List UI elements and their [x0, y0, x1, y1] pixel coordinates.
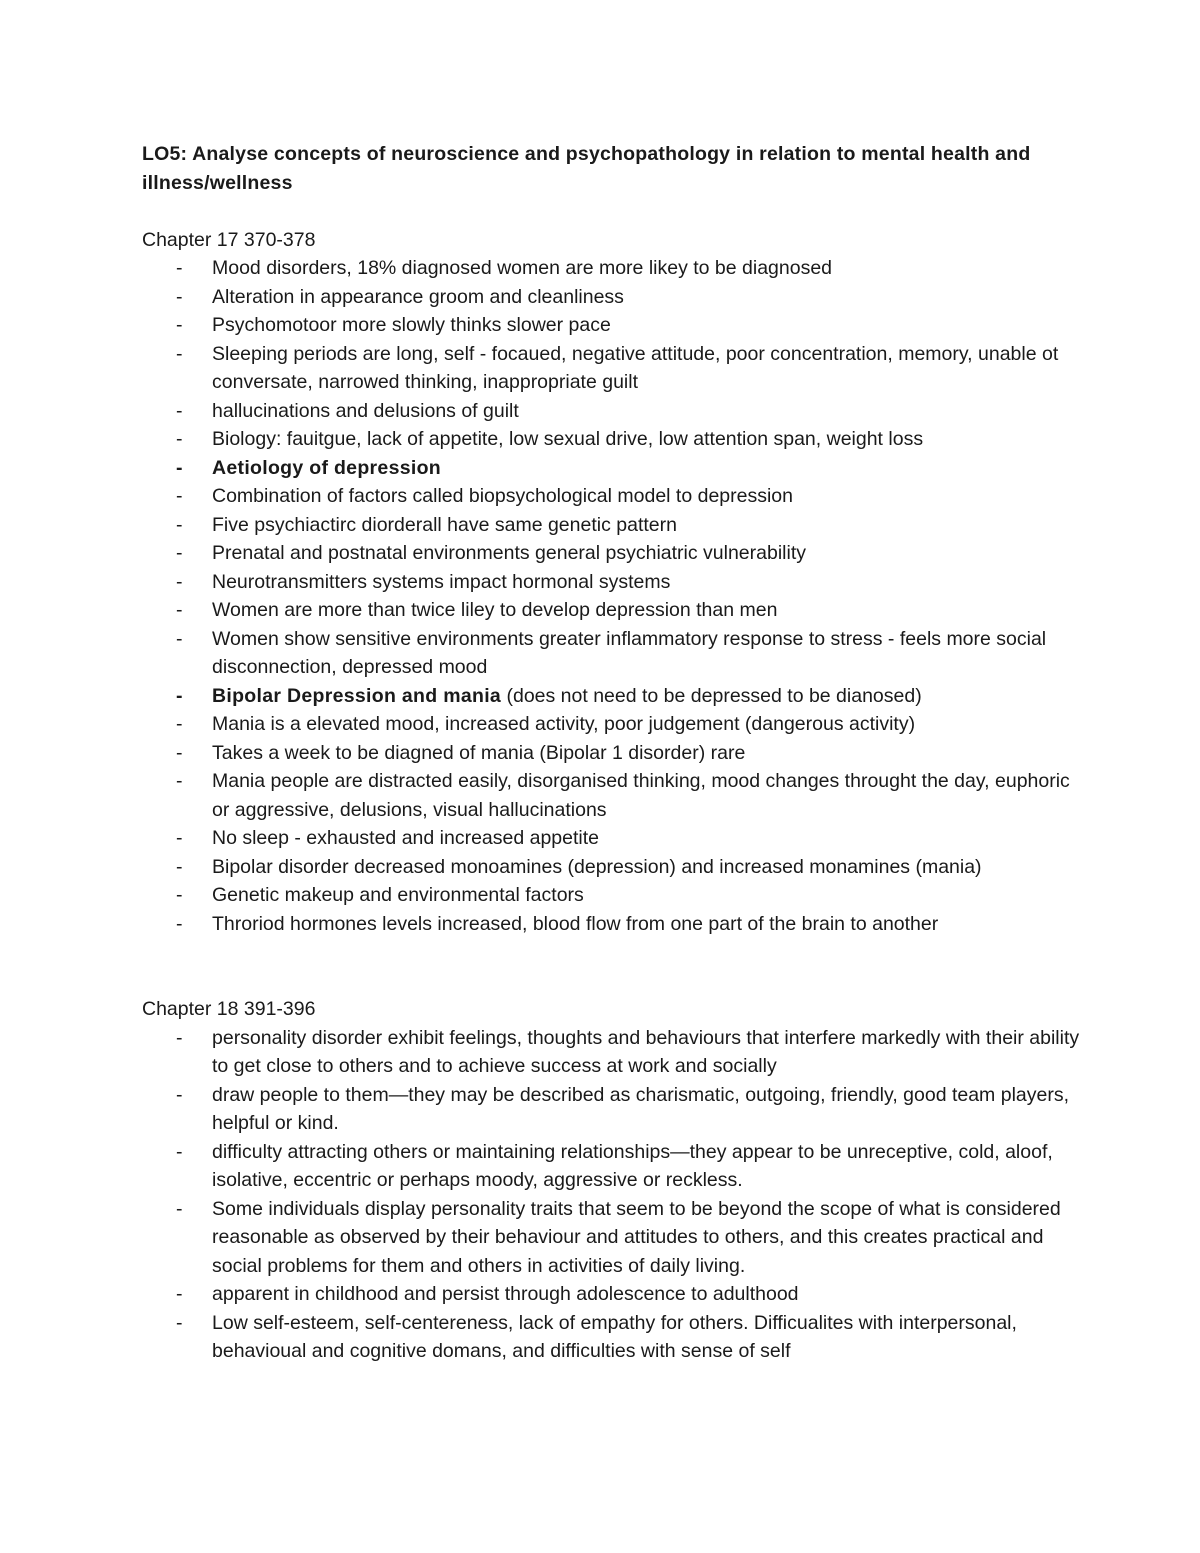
list-item-subheading: - Aetiology of depression [142, 454, 1082, 483]
bullet-dash: - [176, 1026, 183, 1049]
list-item: - Psychomotoor more slowly thinks slower pace [142, 311, 1082, 340]
list-item: - Biology: fauitgue, lack of appetite, low sexual drive, low attention span, weight loss [142, 425, 1082, 454]
chapter-18-title: Chapter 18 391-396 [142, 998, 316, 1020]
bullet-dash: - [176, 770, 183, 792]
bullet-dash: - [176, 912, 183, 935]
list-item: - Neurotransmitters systems impact hormonal systems [142, 568, 1082, 597]
list-item: - Prenatal and postnatal environments general psychiatric vulnerability [142, 539, 1082, 568]
list-item: - difficulty attracting others or maintaining relationships—they appear to be unreceptive, cold, aloof, isolative, eccentric or perhaps moody, aggressive or reckless. [142, 1138, 1082, 1195]
page-heading: LO5: Analyse concepts of neuroscience and psychopathology in relation to mental health and illness/wellness [142, 143, 1031, 194]
list-item: - apparent in childhood and persist through adolescence to adulthood [142, 1280, 1082, 1309]
bullet-dash: - [176, 741, 183, 764]
bullet-dash: - [176, 684, 183, 707]
list-item: - Sleeping periods are long, self - focaued, negative attitude, poor concentration, memory, unable ot conversate, narrowed thinking, inappropriate guilt [142, 340, 1082, 397]
bullet-dash: - [176, 570, 183, 593]
bullet-dash: - [176, 542, 183, 564]
bullet-dash: - [176, 257, 183, 279]
bullet-dash: - [176, 827, 183, 849]
bullet-dash: - [176, 342, 183, 365]
bullet-dash: - [176, 1140, 183, 1163]
bullet-dash: - [176, 314, 183, 336]
bullet-dash: - [176, 399, 183, 422]
bullet-dash: - [176, 513, 183, 536]
list-item: - hallucinations and delusions of guilt [142, 397, 1082, 426]
bullet-dash: - [176, 884, 183, 906]
chapter-17-section [142, 226, 1082, 939]
document-page [142, 140, 1082, 1366]
list-item: - Mood disorders, 18% diagnosed women are more likey to be diagnosed [142, 254, 1082, 283]
bullet-dash: - [176, 1197, 183, 1220]
list-item: - Alteration in appearance groom and cleanliness [142, 283, 1082, 312]
chapter-17-title: Chapter 17 370-378 [142, 228, 316, 251]
list-item: - Throriod hormones levels increased, blood flow from one part of the brain to another [142, 910, 1082, 939]
chapter-17-list [142, 254, 1082, 938]
bullet-dash: - [176, 1311, 183, 1334]
bullet-dash: - [176, 1083, 183, 1106]
list-item: - personality disorder exhibit feelings, thoughts and behaviours that interfere markedly with their ability to get close to others and to achieve success at work and socially [142, 1024, 1082, 1081]
list-item: - Five psychiactirc diorderall have same genetic pattern [142, 511, 1082, 540]
list-item: - Genetic makeup and environmental factors [142, 881, 1082, 910]
list-item: - Mania people are distracted easily, disorganised thinking, mood changes throught the day, euphoric or aggressive, delusions, visual hallucinations [142, 767, 1082, 824]
chapter-18-section [142, 995, 1082, 1366]
list-item: - Low self-esteem, self-centereness, lack of empathy for others. Difficualites with interpersonal, behavioual and cognitive domans, and difficulties with sense of self [142, 1309, 1082, 1366]
bullet-dash: - [176, 428, 183, 450]
bullet-dash: - [176, 285, 183, 308]
chapter-18-list [142, 1024, 1082, 1366]
bullet-dash: - [176, 627, 183, 650]
list-item: - Takes a week to be diagned of mania (Bipolar 1 disorder) rare [142, 739, 1082, 768]
list-item: - Women show sensitive environments greater inflammatory response to stress - feels more social disconnection, depressed mood [142, 625, 1082, 682]
list-item: - Women are more than twice liley to develop depression than men [142, 596, 1082, 625]
list-item: - Mania is a elevated mood, increased activity, poor judgement (dangerous activity) [142, 710, 1082, 739]
list-item: - Bipolar disorder decreased monoamines (depression) and increased monamines (mania) [142, 853, 1082, 882]
bullet-dash: - [176, 485, 183, 507]
list-item: - Some individuals display personality traits that seem to be beyond the scope of what is considered reasonable as observed by their behaviour and attitudes to others, and this creates practical and social problems for them and others in activities of daily living. [142, 1195, 1082, 1281]
list-item: - No sleep - exhausted and increased appetite [142, 824, 1082, 853]
list-item: - draw people to them—they may be described as charismatic, outgoing, friendly, good team players, helpful or kind. [142, 1081, 1082, 1138]
list-item-subheading: - Bipolar Depression and mania (does not need to be depressed to be dianosed) [142, 682, 1082, 711]
bullet-dash: - [176, 599, 183, 621]
bullet-dash: - [176, 1283, 183, 1305]
list-item: - Combination of factors called biopsychological model to depression [142, 482, 1082, 511]
bullet-dash: - [176, 855, 183, 878]
bullet-dash: - [176, 456, 183, 479]
bullet-dash: - [176, 713, 183, 735]
